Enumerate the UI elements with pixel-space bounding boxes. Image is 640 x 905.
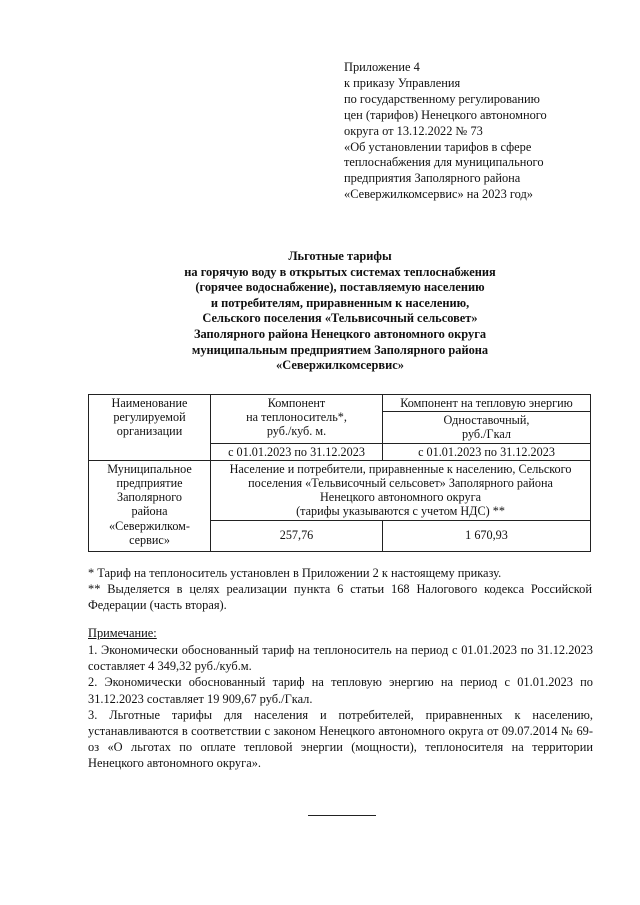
notes-heading: Примечание:	[88, 626, 157, 640]
period-carrier-cell	[211, 443, 383, 460]
title-line: на горячую воду в открытых системах теплоснабжения	[184, 264, 496, 279]
heat-energy-header: Компонент на тепловую энергию	[400, 396, 573, 410]
period-energy-cell	[383, 443, 591, 460]
title-line: и потребителям, приравненным к населению,	[210, 295, 470, 310]
consumer-group-cell	[211, 460, 591, 520]
org-name-line: предприятие	[116, 476, 183, 491]
appendix-line: «Севержилкомсервис» на 2023 год»	[344, 187, 533, 202]
consumer-group-line: поселения «Тельвисочный сельсовет» Заполярного района	[248, 476, 553, 491]
appendix-reference	[344, 60, 629, 203]
org-header-line: Наименование	[111, 396, 188, 410]
heat-carrier-header-line: руб./куб. м.	[266, 424, 327, 439]
org-name-line: района	[131, 504, 168, 519]
heat-energy-header-cell	[383, 395, 591, 412]
appendix-line: теплоснабжения для муниципального	[344, 155, 544, 170]
org-name-line: Заполярного	[117, 490, 182, 505]
title-line: Заполярного района Ненецкого автономного округа	[193, 326, 487, 341]
notes-list	[88, 642, 593, 772]
title-line: Сельского поселения «Тельвисочный сельсовет»	[202, 311, 478, 326]
org-name-line: Муниципальное	[107, 461, 192, 476]
title-line: Льготные тарифы	[288, 249, 392, 263]
appendix-line: к приказу Управления	[344, 75, 461, 90]
appendix-line: цен (тарифов) Ненецкого автономного	[344, 107, 547, 122]
value-carrier: 257,76	[279, 527, 314, 542]
footnote: * Тариф на теплоноситель установлен в Приложении 2 к настоящему приказу.	[88, 566, 502, 580]
consumer-group-line: (тарифы указываются с учетом НДС) **	[296, 504, 505, 519]
single-rate-header-line: Одноставочный,	[443, 413, 530, 428]
title-line: «Севержилкомсервис»	[276, 358, 404, 373]
value-carrier-cell	[211, 520, 383, 551]
appendix-line: Приложение 4	[344, 60, 420, 74]
org-name-line: сервис»	[129, 532, 170, 547]
org-name-cell	[89, 460, 211, 551]
appendix-line: по государственному регулированию	[344, 91, 540, 106]
note-item: 3. Льготные тарифы для населения и потребителей, приравненных к населению, устанавливаются в соответствии с законом Ненецкого автономного округа от 09.07.2014 № 69-оз «О льготах по оплате тепловой энергии (мощности), теплоносителя на территории Ненецкого автономного округа».	[88, 707, 593, 771]
note-item: 1. Экономически обоснованный тариф на теплоноситель на период с 01.01.2023 по 31.12.2023 составляет 4 349,32 руб./куб.м.	[88, 643, 593, 674]
consumer-group-line: Ненецкого автономного округа	[319, 490, 481, 505]
appendix-line: «Об установлении тарифов в сфере	[344, 139, 532, 154]
single-rate-header-line: руб./Гкал	[462, 427, 511, 442]
tariff-table	[88, 394, 591, 552]
title-line: муниципальным предприятием Заполярного района	[191, 342, 489, 357]
single-rate-header-cell	[383, 412, 591, 443]
document-title	[80, 249, 600, 374]
end-divider	[308, 815, 376, 816]
heat-carrier-header-line: Компонент	[267, 396, 326, 410]
org-header-line: организации	[116, 424, 183, 439]
org-header-line: регулируемой	[113, 410, 186, 425]
org-header-cell	[89, 395, 211, 461]
heat-carrier-header-line: на теплоноситель*,	[246, 410, 347, 425]
appendix-line: предприятия Заполярного района	[344, 171, 521, 186]
value-energy-cell	[383, 520, 591, 551]
heat-carrier-header-cell	[211, 395, 383, 444]
period-energy: с 01.01.2023 по 31.12.2023	[418, 444, 555, 459]
appendix-line: округа от 13.12.2022 № 73	[344, 123, 483, 138]
title-line: (горячее водоснабжение), поставляемую населению	[195, 280, 485, 295]
period-carrier: с 01.01.2023 по 31.12.2023	[228, 444, 365, 459]
consumer-group-line: Население и потребители, приравненные к населению, Сельского	[229, 461, 572, 476]
org-name-line: «Севержилком-	[109, 518, 190, 533]
footnotes	[88, 565, 592, 614]
value-energy: 1 670,93	[465, 527, 508, 542]
footnote: ** Выделяется в целях реализации пункта 6 статьи 168 Налогового кодекса Российской Федерации (часть вторая).	[88, 582, 592, 613]
note-item: 2. Экономически обоснованный тариф на тепловую энергию на период с 01.01.2023 по 31.12.2023 составляет 19 909,67 руб./Гкал.	[88, 675, 593, 706]
